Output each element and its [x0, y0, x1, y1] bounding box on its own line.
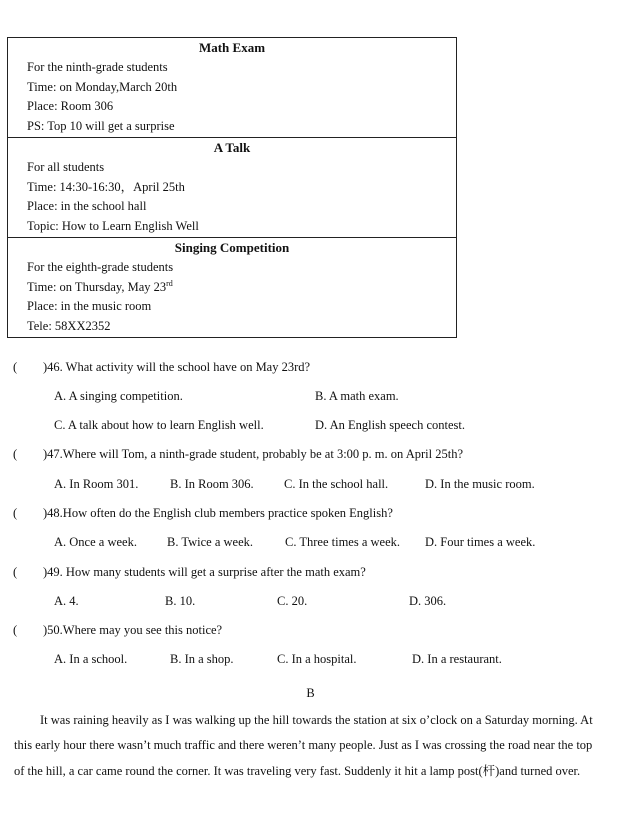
answer-blank[interactable]: ( — [13, 506, 18, 520]
answer-blank[interactable]: ( — [13, 565, 18, 579]
question-49 — [13, 565, 366, 580]
option-c[interactable]: C. 20. — [277, 594, 308, 608]
notice-time-superscript: rd — [166, 278, 173, 288]
notice-line: Place: in the music room — [27, 299, 152, 313]
answer-blank[interactable]: ( — [13, 447, 18, 461]
option-b[interactable]: B. 10. — [165, 594, 196, 608]
option-c[interactable]: C. Three times a week. — [285, 535, 401, 549]
option-b[interactable]: B. In a shop. — [170, 652, 234, 666]
notice-title: Singing Competition — [174, 240, 290, 255]
option-b[interactable]: B. Twice a week. — [167, 535, 254, 549]
option-b[interactable]: B. A math exam. — [315, 389, 399, 403]
question-stem: )49. How many students will get a surprise after the math exam? — [43, 565, 366, 579]
notice-line: PS: Top 10 will get a surprise — [27, 118, 175, 133]
option-a[interactable]: A. In Room 301. — [54, 477, 139, 491]
notice-talk — [8, 138, 456, 238]
question-stem: )47.Where will Tom, a ninth-grade student, probably be at 3:00 p. m. on April 25th? — [43, 447, 463, 461]
notice-line: Place: Room 306 — [27, 99, 114, 113]
question-stem: )48.How often do the English club members practice spoken English? — [43, 506, 393, 520]
notice-singing-competition — [8, 238, 456, 337]
question-stem: )46. What activity will the school have on May 23rd? — [43, 360, 311, 374]
question-stem: )50.Where may you see this notice? — [43, 623, 223, 637]
option-b[interactable]: B. In Room 306. — [170, 477, 254, 491]
option-d[interactable]: D. 306. — [409, 594, 447, 608]
notice-line: Topic: How to Learn English Well — [27, 218, 199, 233]
notice-line: Time: on Monday,March 20th — [27, 79, 178, 94]
notice-line: For all students — [27, 160, 105, 174]
notice-line: For the eighth-grade students — [27, 260, 174, 274]
option-d[interactable]: D. In the music room. — [425, 477, 535, 491]
option-a[interactable]: A. In a school. — [54, 652, 128, 666]
question-46 — [13, 360, 310, 375]
question-47 — [13, 447, 463, 462]
notice-line: Place: in the school hall — [27, 199, 147, 213]
notice-time-text: Time: on Thursday, May 23 — [27, 279, 167, 294]
notice-line: Tele: 58XX2352 — [27, 318, 111, 333]
option-a[interactable]: A. A singing competition. — [54, 389, 183, 403]
option-d[interactable]: D. In a restaurant. — [412, 652, 502, 666]
answer-blank[interactable]: ( — [13, 623, 18, 637]
question-50 — [13, 623, 222, 638]
passage-paragraph: It was raining heavily as I was walking up the hill towards the station at six o’clock on a Saturday morning. At this early hour there wasn’t much traffic and there weren’t many people. Just as I was crossing the road near the top of the hill, a car came round the corner. It was traveling very fast. Suddenly it hit a lamp post(杆)and turned over. — [14, 713, 593, 778]
notice-table — [7, 37, 457, 338]
notice-title: A Talk — [213, 140, 251, 155]
option-a[interactable]: A. Once a week. — [54, 535, 137, 549]
notice-line: Time: 14:30-16:30，April 25th — [27, 179, 185, 194]
notice-math-exam — [8, 38, 456, 138]
option-c[interactable]: C. In a hospital. — [277, 652, 357, 666]
reading-passage — [14, 708, 599, 784]
notice-title: Math Exam — [198, 40, 266, 55]
option-c[interactable]: C. In the school hall. — [284, 477, 389, 491]
question-48 — [13, 506, 393, 521]
option-a[interactable]: A. 4. — [54, 594, 79, 608]
answer-blank[interactable]: ( — [13, 360, 18, 374]
notice-line-time — [8, 278, 456, 298]
option-d[interactable]: D. Four times a week. — [425, 535, 536, 549]
section-b-label: B — [306, 686, 315, 700]
notice-line: For the ninth-grade students — [27, 60, 168, 74]
option-d[interactable]: D. An English speech contest. — [315, 418, 465, 432]
option-c[interactable]: C. A talk about how to learn English well. — [54, 418, 264, 432]
